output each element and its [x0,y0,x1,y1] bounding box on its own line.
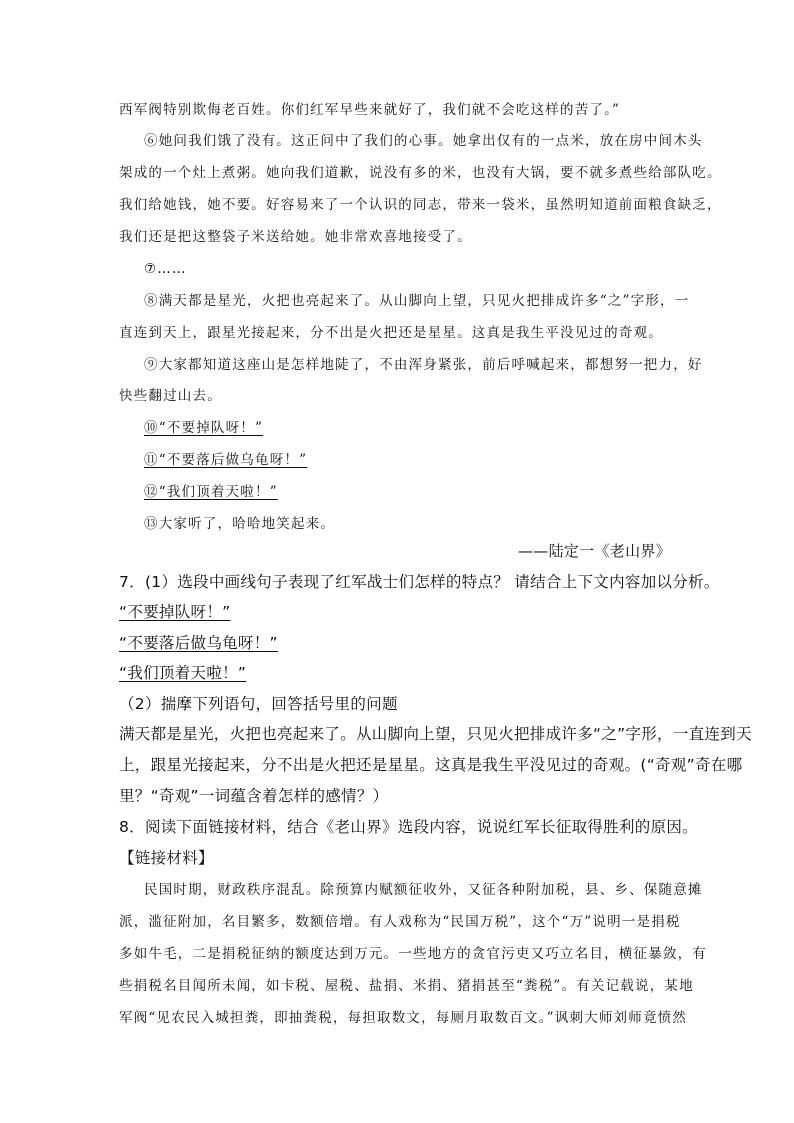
excerpt-line: 架成的一个灶上煮粥。她向我们道歉，说没有多的米，也没有大锅，要不就多煮些给部队吃。 [119,165,722,181]
excerpt-line: 我们给她钱，她不要。好容易来了一个认识的同志，带来一袋米，虽然明知道前面粮食缺乏， [119,197,722,213]
question-7-2: （2）揣摩下列语句，回答括号里的问题 [119,695,398,713]
excerpt-line: 西军阀特别欺侮老百姓。你们红军早些来就好了，我们就不会吃这样的苦了。” [119,102,621,118]
excerpt-line: 直连到天上，跟星光接起来，分不出是火把还是星星。这真是我生平没见过的奇观。 [119,325,663,341]
link-material-line: 派，滥征附加，名目繁多，数额倍增。有人戏称为“民国万税”，这个“万”说明一是捐税 [119,914,681,930]
excerpt-paragraph-13: ⑬大家听了，哈哈地笑起来。 [144,516,336,532]
link-material-line: 多如牛毛，二是捐税征纳的额度达到万元。一些地方的贪官污吏又巧立名目，横征暴敛，有 [119,946,707,962]
link-material-line: 民国时期，财政秩序混乱。除预算内赋额征收外，又征各种附加税，县、乡、保随意摊 [144,882,703,898]
question-8: 8．阅读下面链接材料，结合《老山界》选段内容，说说红军长征取得胜利的原因。 [119,818,698,836]
link-material-line: 些捐税名目闻所未闻，如卡税、屋税、盐捐、米捐、猪捐甚至“粪税”。有关记载说，某地 [119,978,694,994]
excerpt-paragraph-6: ⑥她问我们饿了没有。这正问中了我们的心事。她拿出仅有的一点米，放在房中间木头 [144,133,703,149]
question-7-1: 7．(1）选段中画线句子表现了红军战士们怎样的特点？ 请结合上下文内容加以分析。 [119,573,720,591]
excerpt-paragraph-11-underlined: ⑪“不要落后做乌龟呀！” [144,452,308,468]
excerpt-paragraph-12-underlined: ⑫“我们顶着天啦！” [144,484,278,500]
excerpt-paragraph-7: ⑦…… [144,261,187,277]
quote-1: “不要掉队呀！” [119,603,231,621]
excerpt-line: 我们还是把这整袋子米送给她。她非常欢喜地接受了。 [119,229,472,245]
excerpt-paragraph-10-underlined: ⑩“不要掉队呀！” [144,420,264,436]
excerpt-paragraph-9: ⑨大家都知道这座山是怎样地陡了，不由浑身紧张，前后呼喊起来，都想努一把力，好 [144,357,703,373]
link-material-heading: 【链接材料】 [119,849,214,867]
question-7-2-text: 满天都是星光，火把也亮起来了。从山脚向上望，只见火把排成许多“之”字形，一直连到天 [119,725,752,743]
link-material-line: 军阀“见农民入城担粪，即抽粪税，每担取数文，每厕月取数百文。”讽刺大师刘师竟愤然 [119,1010,688,1026]
excerpt-line: 快些翻过山去。 [119,388,222,404]
excerpt-paragraph-8: ⑧满天都是星光，火把也亮起来了。从山脚向上望，只见火把排成许多“之”字形，一 [144,293,690,309]
quote-3: “我们顶着天啦！” [119,664,247,682]
question-7-2-text: 里？“奇观”一词蕴含着怎样的感情？） [119,787,389,805]
question-7-2-text: 上，跟星光接起来，分不出是火把还是星星。这真是我生平没见过的奇观。(“奇观”奇在哪 [119,756,743,774]
excerpt-source: ——陆定一《老山界》 [517,542,671,560]
quote-2: “不要落后做乌龟呀！” [119,634,278,652]
